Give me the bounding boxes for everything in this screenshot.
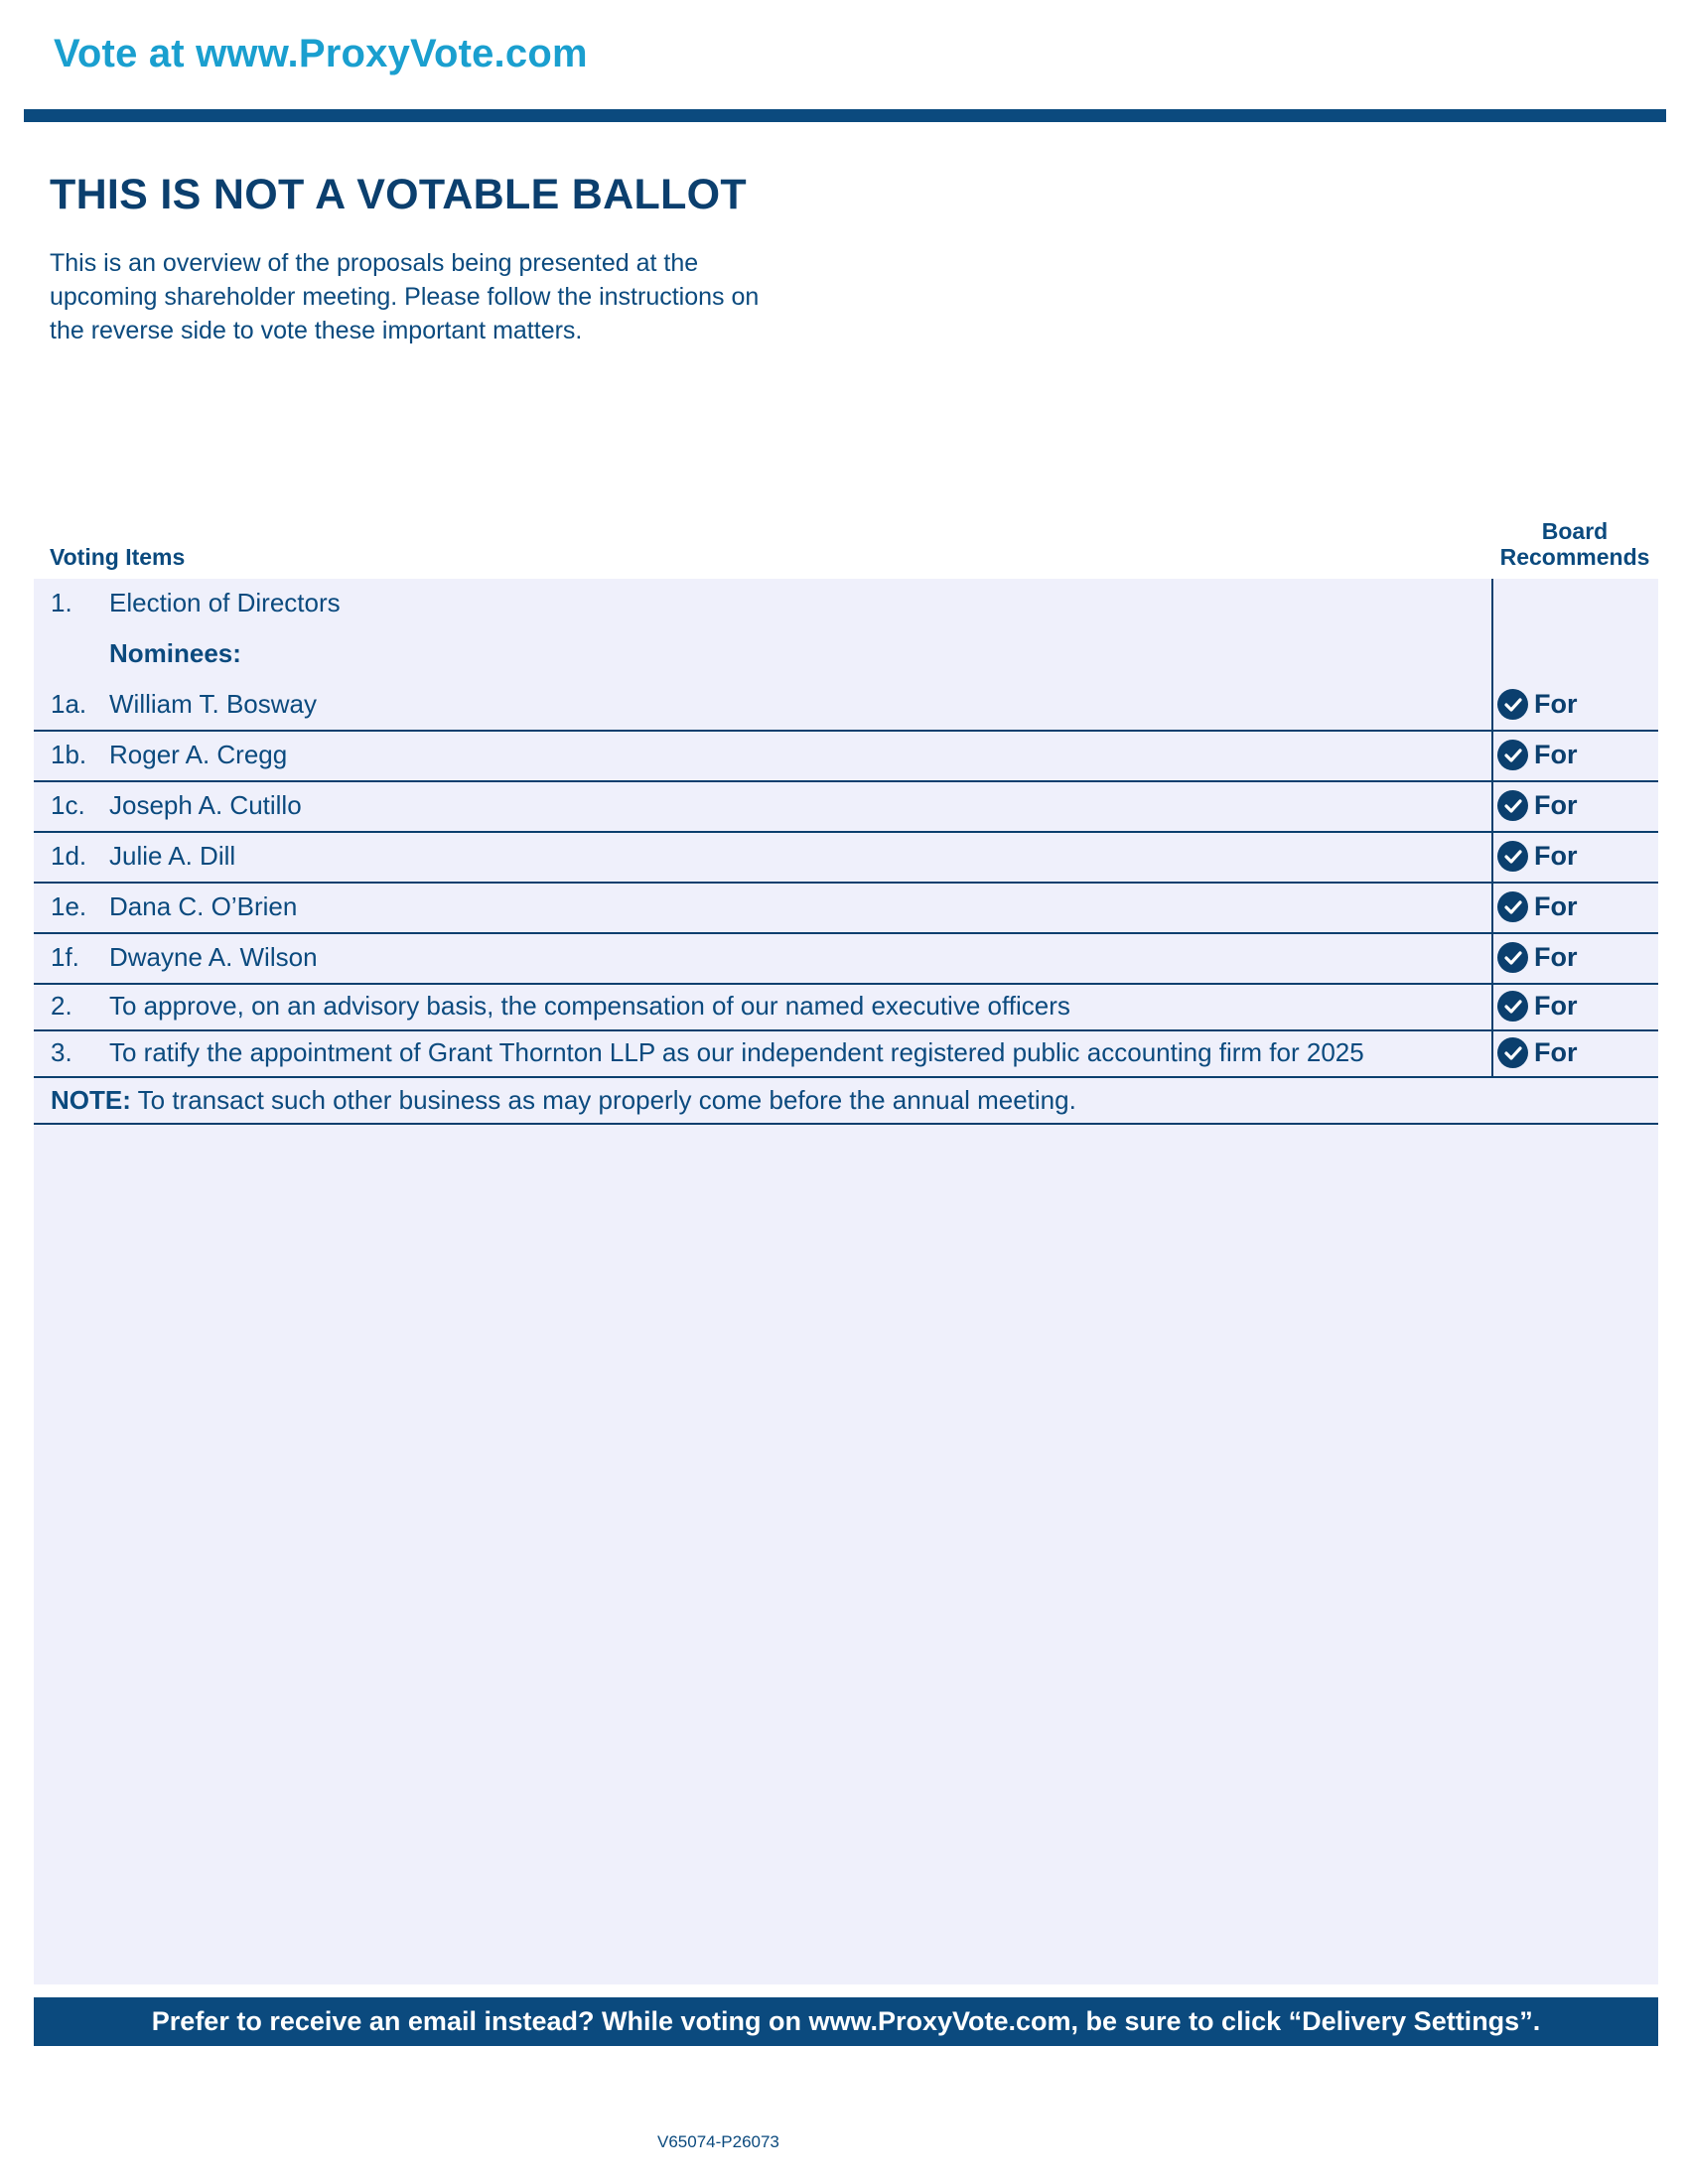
item-number: 1c. xyxy=(51,790,85,820)
check-circle-icon xyxy=(1497,991,1528,1022)
recommendation-value: For xyxy=(1534,991,1578,1021)
recommendation xyxy=(1497,689,1578,720)
item-text: Dwayne A. Wilson xyxy=(109,942,318,972)
check-circle-icon xyxy=(1497,689,1528,720)
row-divider xyxy=(34,730,1658,732)
recommendation-value: For xyxy=(1534,891,1578,921)
voting-items-header: Voting Items xyxy=(50,544,186,570)
check-circle-icon xyxy=(1497,790,1528,821)
item-number: 1e. xyxy=(51,891,87,921)
item-text: Julie A. Dill xyxy=(109,841,236,871)
check-circle-icon xyxy=(1497,891,1528,922)
item-number: 1. xyxy=(51,588,72,617)
check-circle-icon xyxy=(1497,942,1528,973)
check-circle-icon xyxy=(1497,841,1528,872)
recommendation xyxy=(1497,1037,1578,1068)
row-divider xyxy=(34,932,1658,934)
recommendation xyxy=(1497,991,1578,1022)
email-delivery-banner xyxy=(34,1997,1658,2046)
nominees-label: Nominees: xyxy=(109,638,241,668)
recommendation-value: For xyxy=(1534,1037,1578,1067)
recommendation-value: For xyxy=(1534,689,1578,719)
document-code: V65074-P26073 xyxy=(657,2132,779,2151)
item-text: To ratify the appointment of Grant Thornton LLP as our independent registered public accounting firm for 2025 xyxy=(109,1037,1364,1067)
row-divider xyxy=(34,831,1658,833)
board-header-line1: Board xyxy=(1541,518,1609,544)
recommendation-value: For xyxy=(1534,740,1578,769)
row-divider xyxy=(34,1029,1658,1031)
item-text: Joseph A. Cutillo xyxy=(109,790,302,820)
note-label: NOTE: xyxy=(51,1085,131,1115)
row-divider xyxy=(34,983,1658,985)
intro-line: upcoming shareholder meeting. Please follow the instructions on xyxy=(50,283,760,311)
recommendation-value: For xyxy=(1534,841,1578,871)
intro-line: the reverse side to vote these important matters. xyxy=(50,317,583,344)
row-divider xyxy=(34,1076,1658,1078)
item-number: 1d. xyxy=(51,841,87,871)
item-number: 2. xyxy=(51,991,72,1021)
recommendation xyxy=(1497,740,1578,770)
header-divider xyxy=(24,109,1666,122)
intro-line: This is an overview of the proposals being presented at the xyxy=(50,249,699,277)
item-text: Election of Directors xyxy=(109,588,341,617)
recommendation-column-divider xyxy=(1491,579,1493,1076)
row-divider xyxy=(34,1123,1658,1125)
note-content xyxy=(51,1085,1076,1116)
check-circle-icon xyxy=(1497,1037,1528,1068)
item-number: 1b. xyxy=(51,740,87,769)
note-text: To transact such other business as may properly come before the annual meeting. xyxy=(130,1085,1076,1115)
row-divider xyxy=(34,882,1658,884)
item-text: William T. Bosway xyxy=(109,689,318,719)
item-number: 1a. xyxy=(51,689,87,719)
intro-paragraph xyxy=(50,246,844,347)
recommendation xyxy=(1497,891,1578,922)
board-header-line2: Recommends xyxy=(1499,544,1650,570)
proxyvote-header-link: Vote at www.ProxyVote.com xyxy=(54,32,588,75)
board-recommends-header xyxy=(1491,518,1658,570)
item-number: 1f. xyxy=(51,942,79,972)
recommendation xyxy=(1497,790,1578,821)
item-number: 3. xyxy=(51,1037,72,1067)
recommendation-value: For xyxy=(1534,942,1578,972)
item-text: Roger A. Cregg xyxy=(109,740,288,769)
page-title: THIS IS NOT A VOTABLE BALLOT xyxy=(50,171,747,218)
recommendation xyxy=(1497,942,1578,973)
row-divider xyxy=(34,780,1658,782)
item-text: To approve, on an advisory basis, the compensation of our named executive officers xyxy=(109,991,1070,1021)
recommendation xyxy=(1497,841,1578,872)
check-circle-icon xyxy=(1497,740,1528,770)
recommendation-value: For xyxy=(1534,790,1578,820)
item-text: Dana C. O’Brien xyxy=(109,891,298,921)
banner-text: Prefer to receive an email instead? While voting on www.ProxyVote.com, be sure to click “Delivery Settings”. xyxy=(151,2006,1541,2036)
